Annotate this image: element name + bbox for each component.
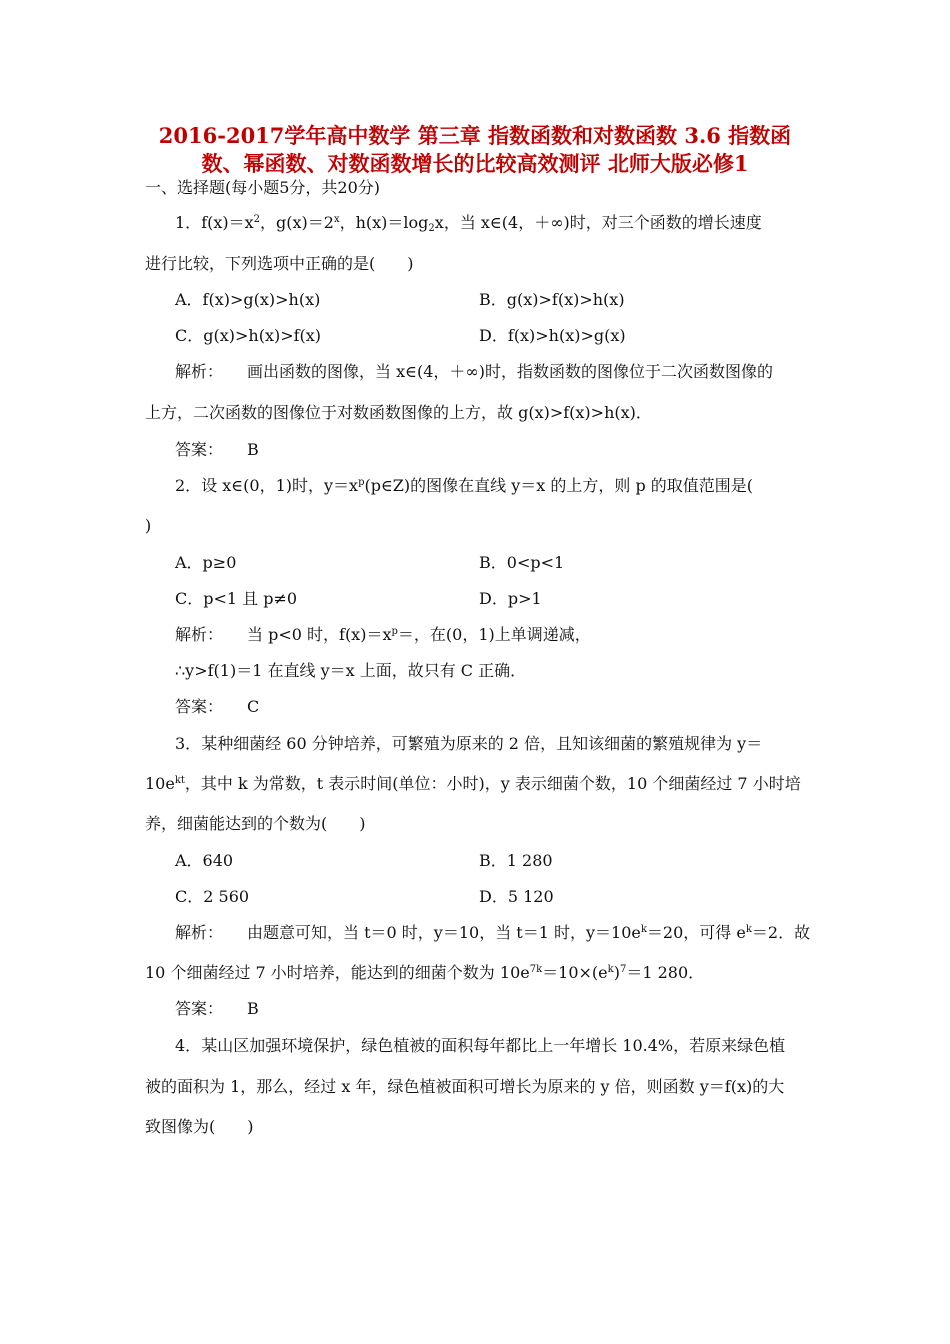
question-1-analysis-line-2: 上方，二次函数的图像位于对数函数图像的上方，故 g(x)>f(x)>h(x)．: [145, 403, 652, 422]
question-2-option-c: C．p<1 且 p≠0: [175, 589, 298, 608]
question-3-option-b: B．1 280: [479, 851, 553, 870]
question-1-stem: 1．$f(x)=x^2$，$g(x)=2^x$，$h(x)=\log_2x$，当 x∈(4，＋∞)时，对三个函数的增长速度: [175, 213, 762, 234]
question-3-stem: 3．某种细菌经 60 分钟培养，可繁殖为原来的 2 倍，且知该细菌的繁殖规律为 y＝: [175, 734, 763, 753]
question-3-stem-line-3: 养，细菌能达到的个数为( ): [145, 814, 366, 833]
document-title-line-1: 2016-2017学年高中数学 第三章 指数函数和对数函数 3.6 指数函: [158, 123, 792, 148]
question-4-stem-line-2: 被的面积为 1，那么，经过 x 年，绿色植被面积可增长为原来的 y 倍，则函数 y＝f(x)的大: [145, 1077, 785, 1096]
question-1-number: 1．: [175, 213, 202, 232]
question-3-option-d: D．5 120: [479, 887, 554, 906]
question-4-stem-line-3: 致图像为( ): [145, 1117, 254, 1136]
question-3-stem-line-2: $10e^{kt}$，其中 k 为常数，t 表示时间(单位：小时)，y 表示细菌个数，10 个细菌经过 7 小时培: [145, 774, 801, 793]
answer-value: B: [247, 440, 259, 459]
question-3-option-a: A．640: [175, 851, 234, 870]
question-2-option-d: D．p>1: [479, 589, 542, 608]
answer-label: 答案：: [175, 999, 224, 1018]
question-1-option-a: A．f(x)>g(x)>h(x): [175, 290, 321, 309]
question-2-option-b: B．0<p<1: [479, 553, 565, 572]
question-2-analysis-line-2: ∴y>f(1)＝1 在直线 y＝x 上面，故只有 C 正确．: [175, 661, 527, 680]
question-2-stem-line-2: ): [145, 516, 152, 535]
question-1-answer: [175, 439, 259, 461]
document-title-line-2: 数、幂函数、对数函数增长的比较高效测评 北师大版必修1: [201, 151, 749, 176]
question-3-number: 3．: [175, 734, 202, 753]
question-1-stem-line-2: 进行比较，下列选项中正确的是( ): [145, 254, 414, 273]
question-1-analysis: 解析： 画出函数的图像，当 x∈(4，＋∞)时，指数函数的图像位于二次函数图像的: [175, 362, 773, 381]
question-2-answer: [175, 696, 259, 718]
question-4-number: 4．: [175, 1036, 202, 1055]
answer-value: C: [247, 697, 260, 716]
analysis-label: 解析：: [175, 625, 224, 644]
question-2-analysis: 解析： 当 p<0 时，$f(x)=x^p=$，在(0，1)上单调递减，: [175, 625, 591, 644]
answer-value: B: [247, 999, 259, 1018]
question-2-option-a: A．p≥0: [175, 553, 237, 572]
analysis-label: 解析：: [175, 362, 224, 381]
question-1-option-c: C．g(x)>h(x)>f(x): [175, 326, 322, 345]
answer-label: 答案：: [175, 440, 224, 459]
question-2-stem: 2．设 x∈(0，1)时，$y=x^p(p\in Z)$的图像在直线 y＝x 的上方，则 p 的取值范围是(: [175, 476, 754, 495]
analysis-label: 解析：: [175, 923, 224, 942]
question-3-answer: [175, 998, 259, 1020]
question-4-stem: 4．某山区加强环境保护，绿色植被的面积每年都比上一年增长 10.4%，若原来绿色植: [175, 1036, 786, 1055]
section-heading: 一、选择题(每小题5分，共20分): [145, 178, 381, 197]
question-3-analysis: 解析： 由题意可知，当 t＝0 时，y＝10，当 t＝1 时，$y=10e^k=20$，可得 $e^k=2$．故: [175, 923, 811, 942]
question-1-option-d: D．f(x)>h(x)>g(x): [479, 326, 626, 345]
answer-label: 答案：: [175, 697, 224, 716]
question-1-option-b: B．g(x)>f(x)>h(x): [479, 290, 625, 309]
question-2-number: 2．: [175, 476, 202, 495]
question-3-analysis-line-2: 10 个细菌经过 7 小时培养，能达到的细菌个数为 $10e^{7k}=10\times(e^k)^7=1$ 280．: [145, 963, 705, 982]
question-3-option-c: C．2 560: [175, 887, 250, 906]
